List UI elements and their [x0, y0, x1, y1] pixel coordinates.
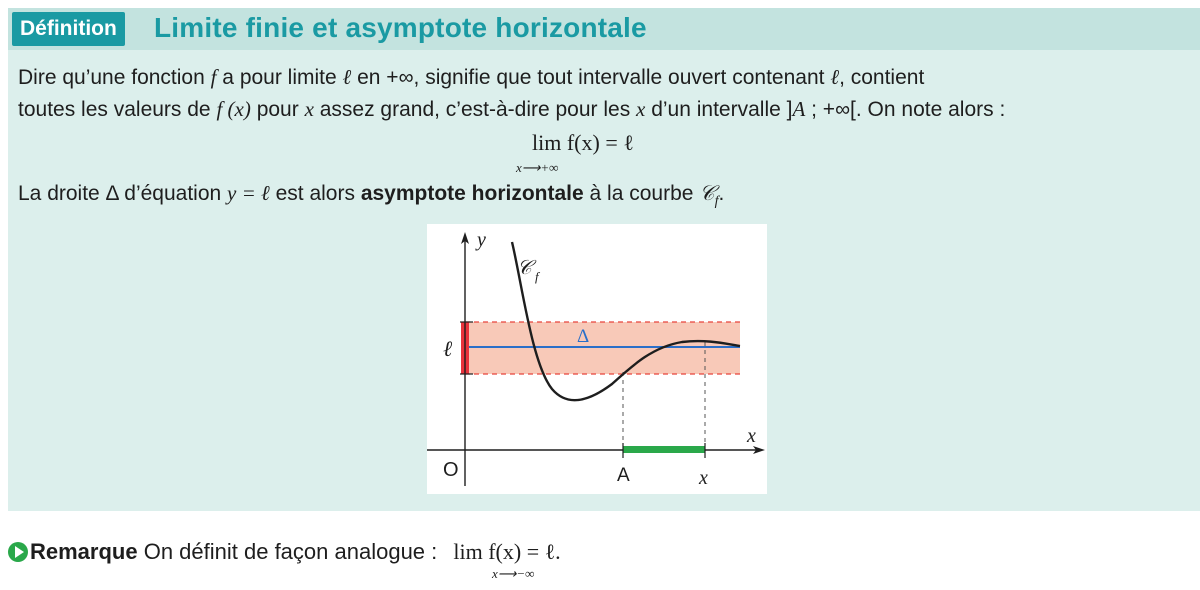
- graph-svg: [427, 224, 767, 494]
- remark-text: On définit de façon analogue :: [137, 539, 444, 564]
- definition-tag: Définition: [12, 12, 125, 46]
- remark-label: Remarque: [30, 539, 138, 564]
- A-label: A: [617, 465, 630, 486]
- text: La droite Δ d’équation: [18, 182, 228, 205]
- y-axis-label: y: [477, 229, 486, 251]
- bold-term: asymptote horizontale: [360, 182, 584, 205]
- x-point-label: x: [699, 467, 708, 489]
- math-x: x: [304, 97, 314, 121]
- text: ; +∞[. On note alors :: [805, 98, 1006, 121]
- text: , contient: [839, 66, 925, 89]
- math-x: x: [636, 97, 646, 121]
- text: a pour limite: [216, 66, 343, 89]
- text: .: [718, 182, 725, 205]
- math-fx: f (x): [216, 97, 251, 121]
- asymptote-graph: [427, 224, 767, 494]
- text: à la courbe: [583, 182, 700, 205]
- limit-formula: lim f(x) = ℓ: [532, 130, 634, 155]
- remark-formula: lim f(x) = ℓ.: [453, 539, 561, 564]
- text: d’un intervalle ]: [645, 98, 793, 121]
- text: est alors: [269, 182, 361, 205]
- x-axis-label: x: [747, 425, 756, 447]
- text: Dire qu’une fonction: [18, 66, 211, 89]
- delta-label: Δ: [577, 326, 590, 347]
- definition-line-2: [18, 94, 1005, 125]
- curve-symbol: 𝒞: [699, 181, 715, 205]
- definition-line-3: [18, 178, 724, 217]
- math-l: ℓ: [342, 65, 352, 89]
- definition-line-1: [18, 62, 924, 93]
- text: toutes les valeurs de: [18, 98, 217, 121]
- text: en +∞, signifie que tout intervalle ouvert contenant: [351, 66, 831, 89]
- origin-label: O: [443, 459, 459, 481]
- remark-limit-subscript: x⟶−∞: [492, 566, 535, 581]
- math-eq: y = ℓ: [227, 181, 270, 205]
- math-f: f: [210, 65, 217, 89]
- math-A: A: [792, 97, 806, 121]
- green-interval: [623, 446, 705, 453]
- text: assez grand, c’est-à-dire pour les: [313, 98, 637, 121]
- math-l: ℓ: [830, 65, 840, 89]
- remark: [8, 538, 561, 566]
- definition-title: Limite finie et asymptote horizontale: [154, 12, 647, 43]
- curve-subscript: f: [714, 194, 719, 210]
- curve-label: 𝒞: [517, 257, 532, 279]
- text: pour: [250, 98, 305, 121]
- definition-header: [8, 8, 1200, 50]
- function-curve: [512, 242, 740, 400]
- curve-label-subscript: f: [535, 269, 539, 284]
- limit-subscript: x⟶+∞: [516, 160, 559, 175]
- l-label: ℓ: [443, 336, 453, 361]
- play-icon: [8, 542, 28, 562]
